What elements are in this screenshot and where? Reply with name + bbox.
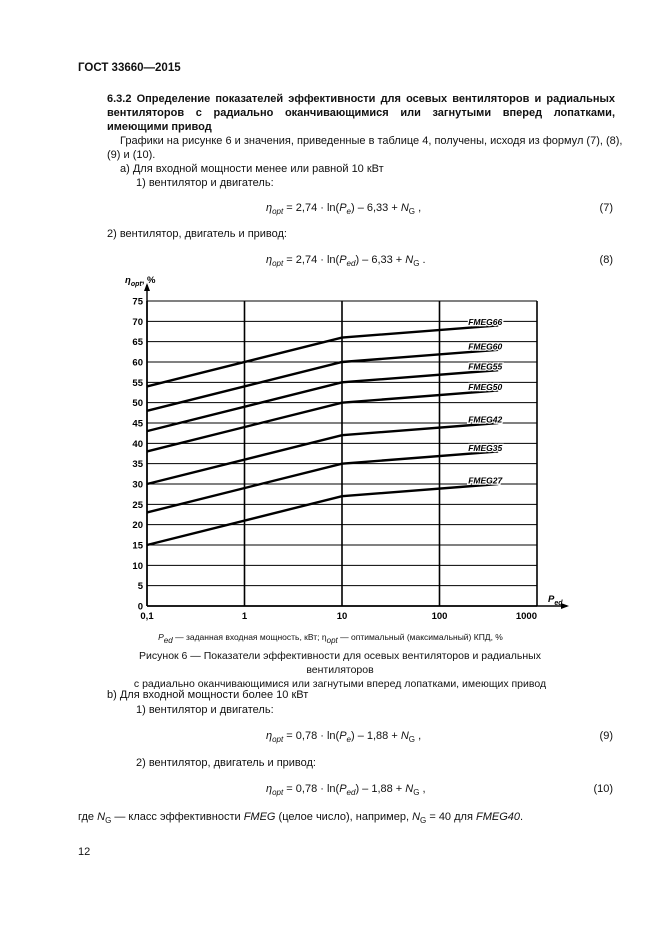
series-label: FMEG42 <box>468 414 503 425</box>
formula-10: $\eta_{opt} = 0,78 \cdot \ln(P_{ed}) - 1,88 + N_G$ , <box>266 783 426 797</box>
y-tick-label: 20 <box>132 520 143 532</box>
series-line-fmeg50 <box>147 390 498 451</box>
case-b-item-2: 2) вентилятор, двигатель и привод: <box>136 757 316 769</box>
y-tick-label: 60 <box>132 357 143 369</box>
series-label: FMEG35 <box>468 442 503 453</box>
section-title: 6.3.2 Определение показателей эффективности для осевых вентиляторов и радиальных вентиляторов с радиально оканчивающимися или загнутыми вперед лопатками, имеющими привод <box>107 93 615 133</box>
case-a-item-2: 2) вентилятор, двигатель и привод: <box>107 228 287 240</box>
y-tick-label: 15 <box>132 540 143 552</box>
series-line-fmeg60 <box>147 350 498 411</box>
document-code: ГОСТ 33660—2015 <box>78 62 181 74</box>
series-line-fmeg66 <box>147 325 498 386</box>
page-number: 12 <box>78 846 91 858</box>
case-a-item-1: 1) вентилятор и двигатель: <box>136 177 274 189</box>
series-line-fmeg55 <box>147 370 498 431</box>
y-tick-label: 50 <box>132 398 143 410</box>
x-tick-label: 10 <box>336 611 348 621</box>
formula-9-number: (9) <box>599 730 613 742</box>
x-tick-label: 0,1 <box>140 611 154 621</box>
y-tick-label: 45 <box>132 418 143 430</box>
series-line-fmeg35 <box>147 451 498 512</box>
y-tick-label: 70 <box>132 316 143 328</box>
figure-caption-line-1: Рисунок 6 — Показатели эффективности для осевых вентиляторов и радиальных вентиляторов <box>139 650 541 676</box>
figure-legend: $P_{ed}$ — заданная входная мощность, кВт; $\eta_{opt}$ — оптимальный (максимальный) КПД, % <box>158 632 503 645</box>
case-b-label: b) Для входной мощности более 10 кВт <box>107 689 309 701</box>
y-tick-label: 0 <box>137 601 143 613</box>
x-tick-label: 1000 <box>515 611 537 621</box>
series-label: FMEG55 <box>468 361 503 372</box>
y-tick-label: 75 <box>132 296 143 308</box>
intro-line-2: (9) и (10). <box>107 149 156 161</box>
series-label: FMEG60 <box>468 341 503 352</box>
y-tick-label: 35 <box>132 459 143 471</box>
formula-8: $\eta_{opt} = 2,74 \cdot \ln(P_{ed}) - 6,33 + N_G$ . <box>266 254 426 268</box>
case-a-label: а) Для входной мощности менее или равной 10 кВт <box>120 163 384 175</box>
formula-8-number: (8) <box>599 254 613 266</box>
formula-7: $\eta_{opt} = 2,74 \cdot \ln(P_e) - 6,33 + N_G$ , <box>266 202 422 216</box>
series-line-fmeg27 <box>147 484 498 545</box>
series-label: FMEG50 <box>468 381 503 392</box>
formula-10-number: (10) <box>593 783 613 795</box>
efficiency-chart <box>110 276 580 621</box>
intro-line-1: Графики на рисунке 6 и значения, приведенные в таблице 4, получены, исходя из формул (7), (8), <box>120 135 623 147</box>
series-label: FMEG27 <box>468 475 503 486</box>
case-b-item-1: 1) вентилятор и двигатель: <box>136 704 274 716</box>
y-tick-label: 10 <box>132 560 143 572</box>
y-tick-label: 65 <box>132 337 143 349</box>
figure-caption <box>130 649 550 691</box>
footnote: где $N_G$ — класс эффективности FMEG (целое число), например, $N_G = 40$ для FMEG40. <box>78 811 524 825</box>
x-tick-label: 100 <box>431 611 448 621</box>
formula-7-number: (7) <box>599 202 613 214</box>
eta-symbol: η <box>266 202 273 214</box>
x-tick-label: 1 <box>241 611 248 621</box>
y-tick-label: 30 <box>132 479 143 491</box>
y-tick-label: 25 <box>132 499 143 511</box>
series-line-fmeg42 <box>147 423 498 484</box>
y-axis-label: $\eta_{opt}$, % <box>125 276 156 288</box>
figure-caption-line-2: с радиально оканчивающимися или загнутыми вперед лопатками, имеющих привод <box>133 678 547 690</box>
y-tick-label: 55 <box>132 377 143 389</box>
x-axis-label: $P_{ed}$ <box>548 594 563 607</box>
y-tick-label: 40 <box>132 438 143 450</box>
formula-9: $\eta_{opt} = 0,78 \cdot \ln(P_e) - 1,88 + N_G$ , <box>266 730 422 744</box>
series-label: FMEG66 <box>468 316 503 327</box>
y-tick-label: 5 <box>137 581 143 593</box>
